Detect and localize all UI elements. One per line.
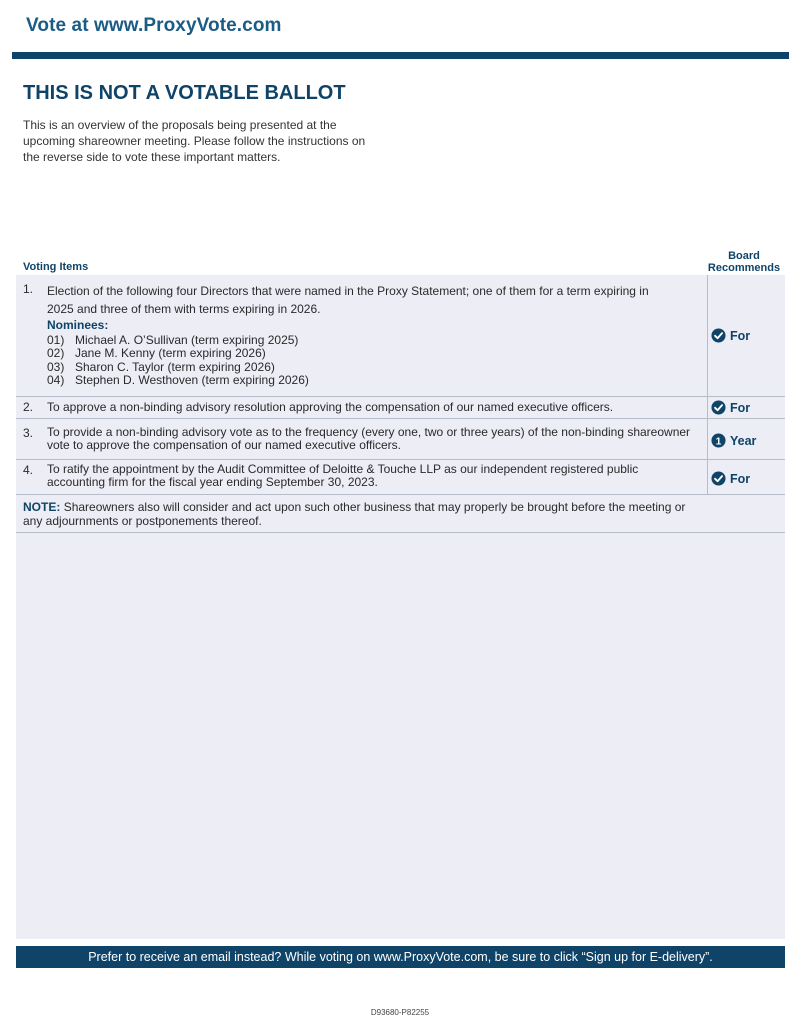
recommendation-for — [711, 400, 750, 415]
check-circle-icon — [711, 328, 726, 343]
item-text — [47, 426, 702, 452]
header-divider-bar — [12, 52, 789, 59]
recommendation-cell — [707, 397, 785, 418]
nominee-name: Stephen D. Westhoven (term expiring 2026) — [75, 373, 309, 387]
board-recommends-heading — [703, 250, 785, 274]
nominee-code: 01) — [47, 333, 65, 347]
voting-item-2 — [16, 397, 785, 419]
item-text-line: 2025 and three of them with terms expiring in 2026. — [47, 302, 321, 316]
proxyvote-link[interactable]: Vote at www.ProxyVote.com — [26, 15, 282, 36]
intro-line: upcoming shareowner meeting. Please follow the instructions on — [23, 134, 366, 148]
nominee-code: 04) — [47, 373, 65, 387]
recommendation-label: For — [730, 328, 751, 343]
recommendation-cell — [707, 460, 785, 494]
recommendation-label: For — [730, 471, 751, 486]
nominee-name: Sharon C. Taylor (term expiring 2026) — [75, 360, 275, 374]
voting-item-1 — [16, 275, 785, 397]
item-description-cell — [16, 419, 707, 459]
page-title: THIS IS NOT A VOTABLE BALLOT — [23, 82, 346, 104]
recommendation-cell — [707, 275, 785, 396]
item-text-line: To ratify the appointment by the Audit Committee of Deloitte & Touche LLP as our independent registered public — [47, 462, 639, 476]
item-text — [47, 282, 702, 318]
item-number: 3. — [23, 426, 34, 440]
item-number: 2. — [23, 400, 34, 414]
recommendation-for — [711, 328, 750, 343]
item-text-line: Election of the following four Directors that were named in the Proxy Statement; one of them for a term expiring in — [47, 284, 649, 298]
recommendation-for — [711, 471, 750, 486]
nominee-name: Jane M. Kenny (term expiring 2026) — [75, 346, 266, 360]
nominee-item — [47, 374, 309, 387]
item-description-cell — [16, 460, 707, 494]
number-one-circle-icon — [711, 433, 726, 448]
note-body: Shareowners also will consider and act upon such other business that may properly be brought before the meeting or any adjournments or postponements thereof. — [23, 500, 686, 528]
note-text — [23, 500, 703, 528]
recommendation-cell — [707, 419, 785, 459]
document-code: D93680-P82255 — [370, 1008, 430, 1017]
nominee-item — [47, 347, 266, 360]
item-description-cell — [16, 397, 707, 418]
voting-items-heading: Voting Items — [23, 261, 89, 273]
badge-number: 1 — [715, 436, 722, 448]
nominees-label: Nominees: — [47, 318, 109, 332]
item-description-cell — [16, 275, 707, 396]
voting-table-header — [23, 250, 785, 274]
nominee-name: Michael A. O’Sullivan (term expiring 2025) — [75, 333, 299, 347]
note-label: NOTE: — [23, 500, 61, 514]
item-text: To approve a non-binding advisory resolution approving the compensation of our named executive officers. — [47, 400, 614, 414]
check-circle-icon — [711, 471, 726, 486]
nominee-code: 03) — [47, 360, 65, 374]
intro-text — [23, 117, 393, 165]
voting-item-4 — [16, 460, 785, 495]
item-text-line: vote to approve the compensation of our named executive officers. — [47, 438, 401, 452]
item-text — [47, 463, 702, 489]
check-circle-icon — [711, 400, 726, 415]
item-number: 4. — [23, 463, 34, 477]
recommendation-label: For — [730, 400, 751, 415]
item-text-line: To provide a non-binding advisory vote as to the frequency (every one, two or three years) of the non-binding shareowner — [47, 425, 691, 439]
board-recommends-line: Recommends — [707, 262, 781, 274]
nominee-code: 02) — [47, 346, 65, 360]
board-recommends-line: Board — [728, 250, 760, 262]
item-number: 1. — [23, 282, 34, 296]
recommendation-one-year — [711, 433, 756, 448]
edelivery-banner: Prefer to receive an email instead? While voting on www.ProxyVote.com, be sure to click “Sign up for E-delivery”. — [16, 946, 785, 968]
item-text-line: accounting firm for the fiscal year ending September 30, 2023. — [47, 475, 378, 489]
note-divider — [16, 532, 785, 533]
recommendation-label: Year — [730, 433, 757, 448]
voting-item-3 — [16, 419, 785, 460]
intro-line: This is an overview of the proposals being presented at the — [23, 118, 337, 132]
intro-line: the reverse side to vote these important matters. — [23, 150, 281, 164]
